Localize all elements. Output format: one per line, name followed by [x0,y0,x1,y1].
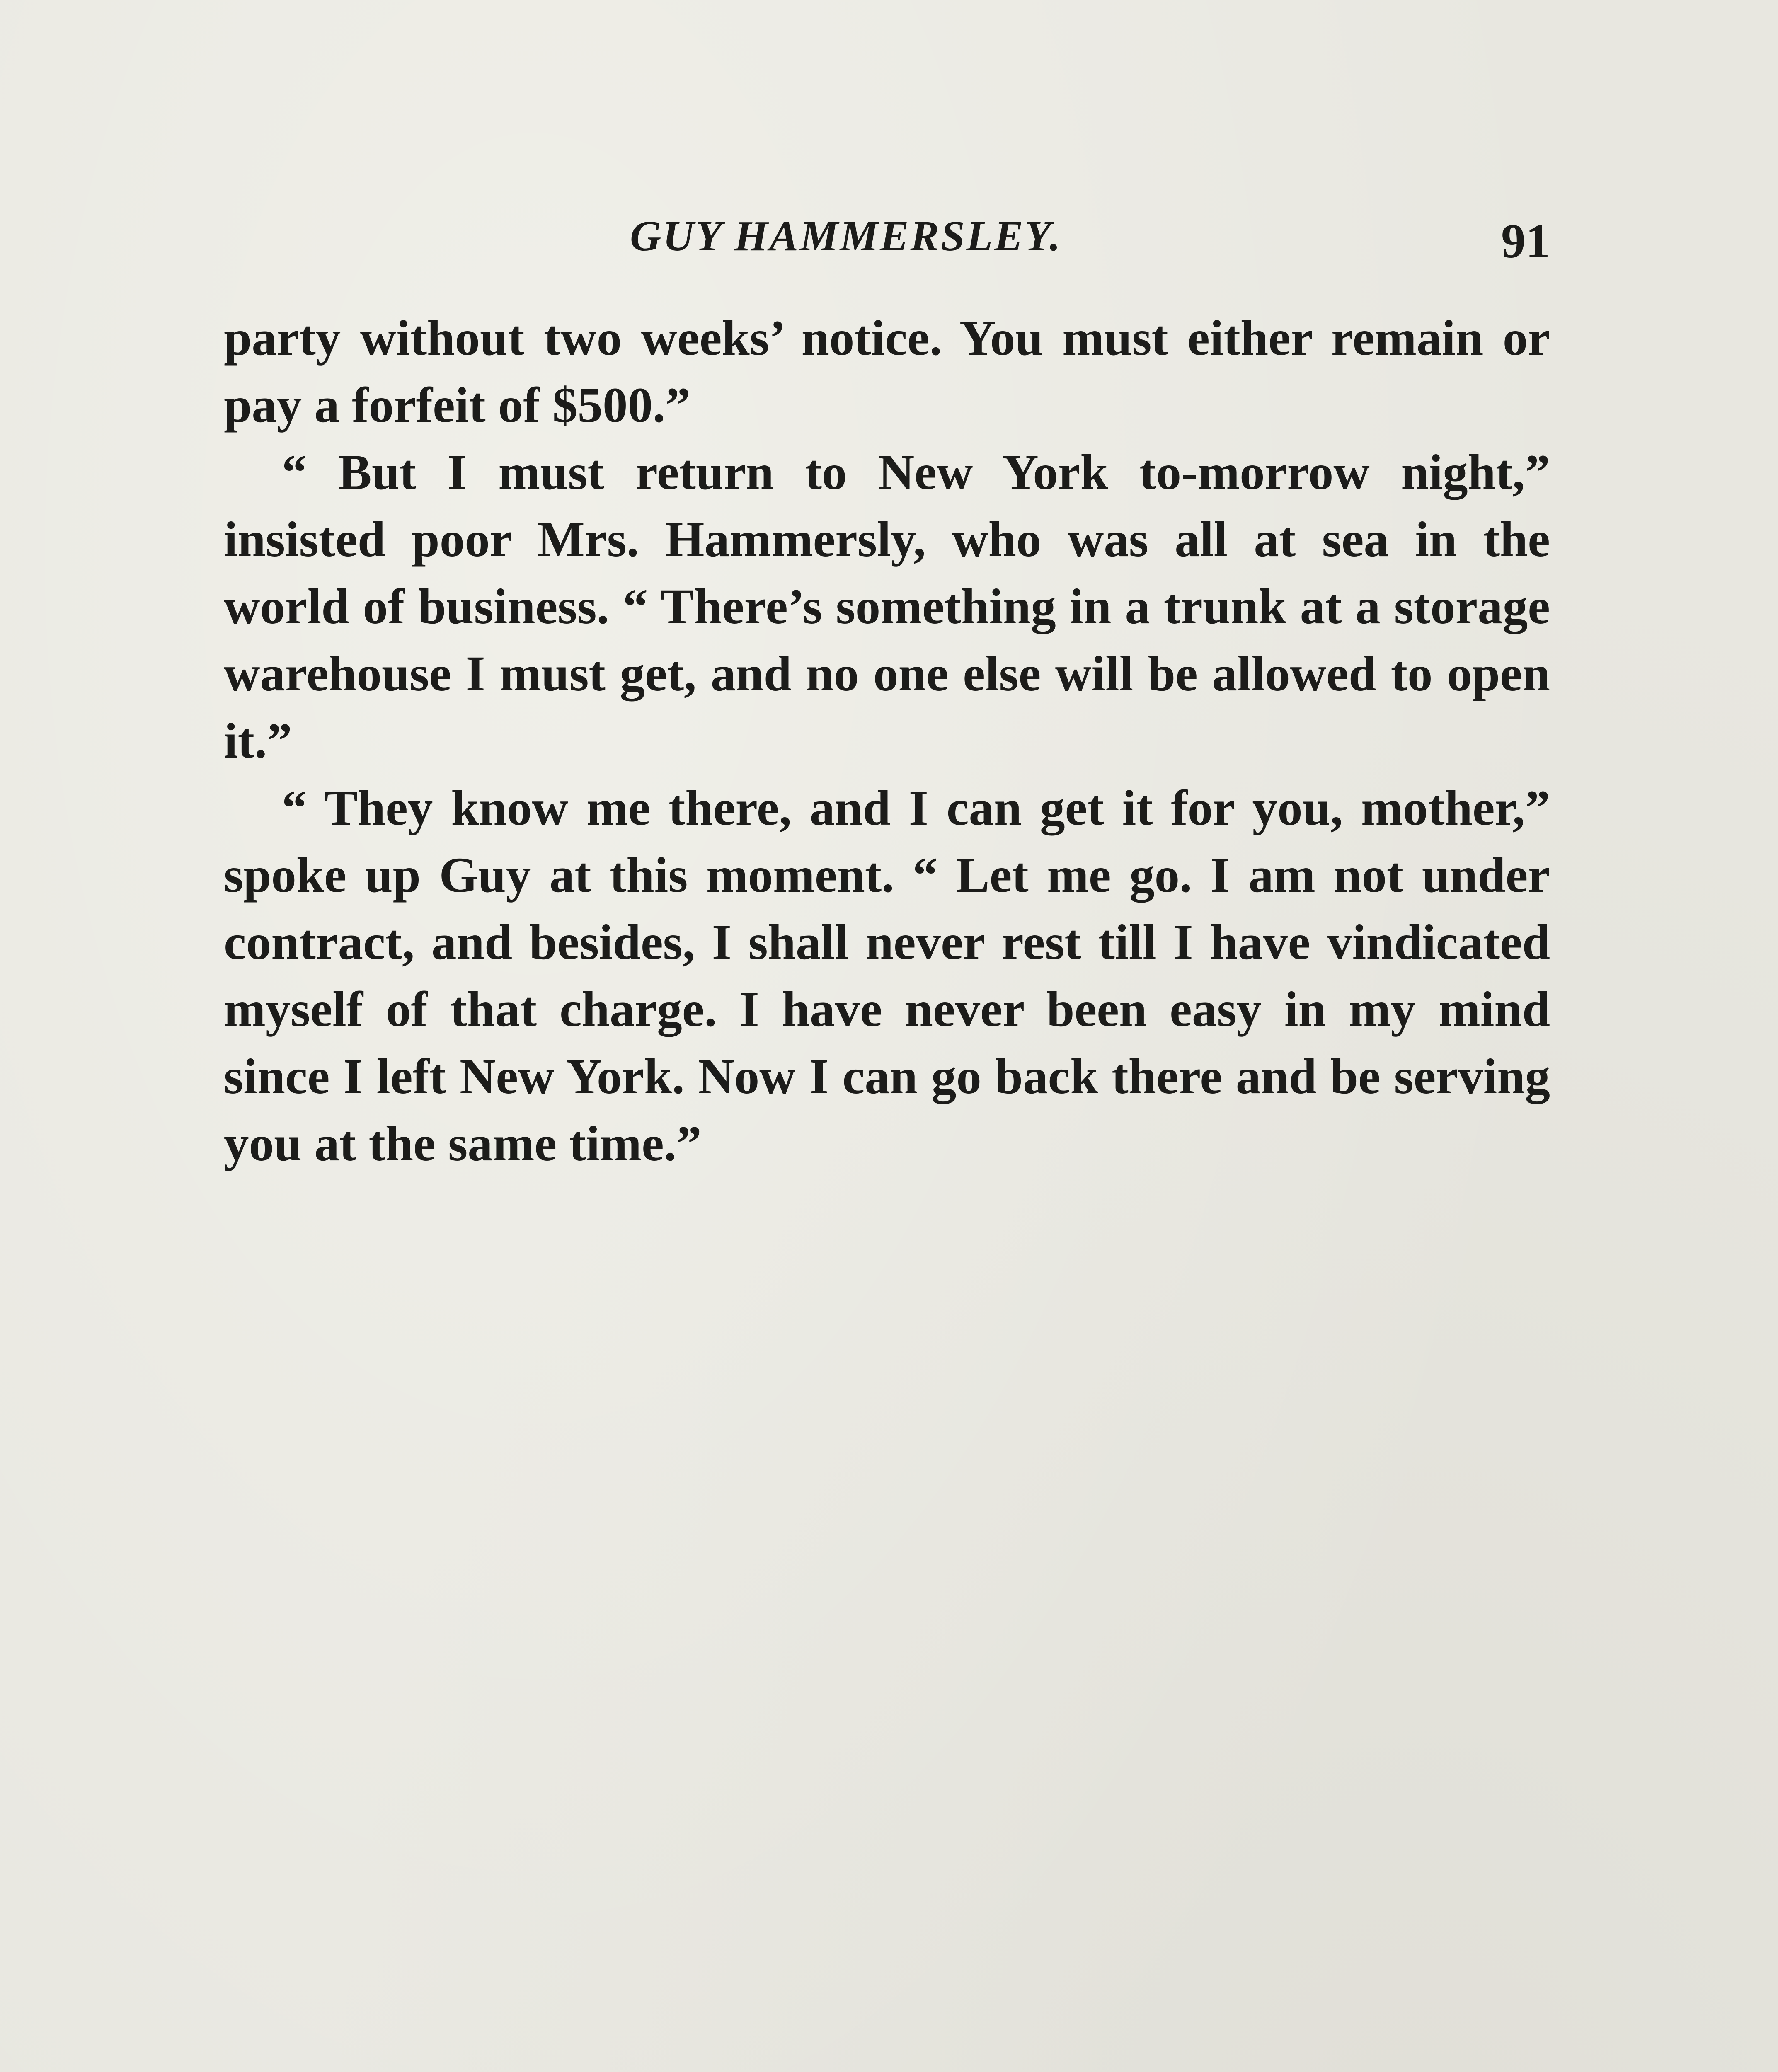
page-number: 91 [1501,214,1550,268]
body-text [224,305,1550,1177]
paragraph-3: “ They know me there, and I can get it for you, mother,” spoke up Guy at this moment. “ Let me go. I am not under contract, and besides, I shall never rest till I have vindicated myself of that charge. I have never been easy in my mind since I left New York. Now I can go back there and be serving you at the same time.” [224,780,1550,1172]
running-title: GUY HAMMERSLEY. [630,212,1062,260]
paragraph-1: party without two weeks’ notice. You must either remain or pay a forfeit of $500.” [224,310,1550,433]
paragraph-2: “ But I must return to New York to-morrow night,” insisted poor Mrs. Hammersly, who was all at sea in the world of business. “ There’s something in a trunk at a storage warehouse I must get, and no one else will be allowed to open it.” [224,445,1550,769]
running-header [224,203,1550,268]
